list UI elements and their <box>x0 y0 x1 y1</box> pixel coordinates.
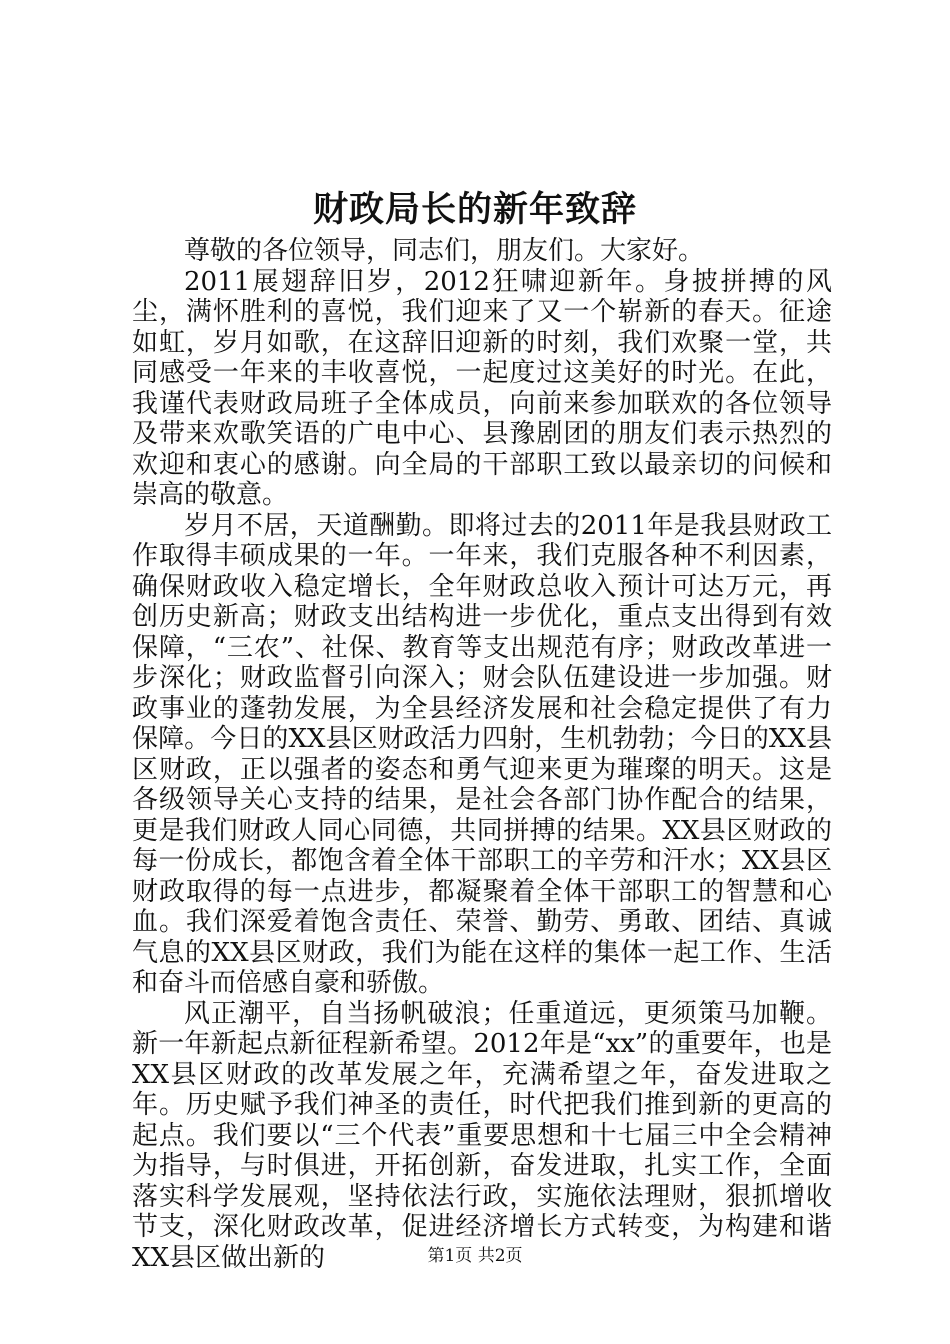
paragraph-outlook: 风正潮平，自当扬帆破浪；任重道远，更须策马加鞭。新一年新起点新征程新希望。2012年是“xx”的重要年，也是XX县区财政的改革发展之年，充满希望之年，奋发进取之年。历史赋予我们神圣的责任，时代把我们推到新的更高的起点。我们要以“三个代表”重要思想和十七届三中全会精神为指导，与时俱进，开拓创新，奋发进取，扎实工作，全面落实科学发展观，坚持依法行政，实施依法理财，狠抓增收节支，深化财政改革，促进经济增长方式转变，为构建和谐XX县区做出新的 <box>132 998 832 1273</box>
paragraph-review: 岁月不居，天道酬勤。即将过去的2011年是我县财政工作取得丰硕成果的一年。一年来，我们克服各种不利因素，确保财政收入稳定增长，全年财政总收入预计可达万元，再创历史新高；财政支出结构进一步优化，重点支出得到有效保障，“三农”、社保、教育等支出规范有序；财政改革进一步深化；财政监督引向深入；财会队伍建设进一步加强。财政事业的蓬勃发展，为全县经济发展和社会稳定提供了有力保障。今日的XX县区财政活力四射，生机勃勃；今日的XX县区财政，正以强者的姿态和勇气迎来更为璀璨的明天。这是各级领导关心支持的结果，是社会各部门协作配合的结果，更是我们财政人同心同德，共同拼搏的结果。XX县区财政的每一份成长，都饱含着全体干部职工的辛劳和汗水；XX县区财政取得的每一点进步，都凝聚着全体干部职工的智慧和心血。我们深爱着饱含责任、荣誉、勤劳、勇敢、团结、真诚气息的XX县区财政，我们为能在这样的集体一起工作、生活和奋斗而倍感自豪和骄傲。 <box>132 510 832 998</box>
paragraph-opening: 2011展翅辞旧岁，2012狂啸迎新年。身披拼搏的风尘，满怀胜利的喜悦，我们迎来了又一个崭新的春天。征途如虹，岁月如歌，在这辞旧迎新的时刻，我们欢聚一堂，共同感受一年来的丰收喜悦，一起度过这美好的时光。在此，我谨代表财政局班子全体成员，向前来参加联欢的各位领导及带来欢歌笑语的广电中心、县豫剧团的朋友们表示热烈的欢迎和衷心的感谢。向全局的干部职工致以最亲切的问候和崇高的敬意。 <box>132 266 832 510</box>
document-body <box>132 236 832 1273</box>
paragraph-greeting: 尊敬的各位领导，同志们，朋友们。大家好。 <box>184 236 705 266</box>
document-title: 财政局长的新年致辞 <box>312 189 637 230</box>
page-footer: 第1页 共2页 <box>427 1246 523 1266</box>
